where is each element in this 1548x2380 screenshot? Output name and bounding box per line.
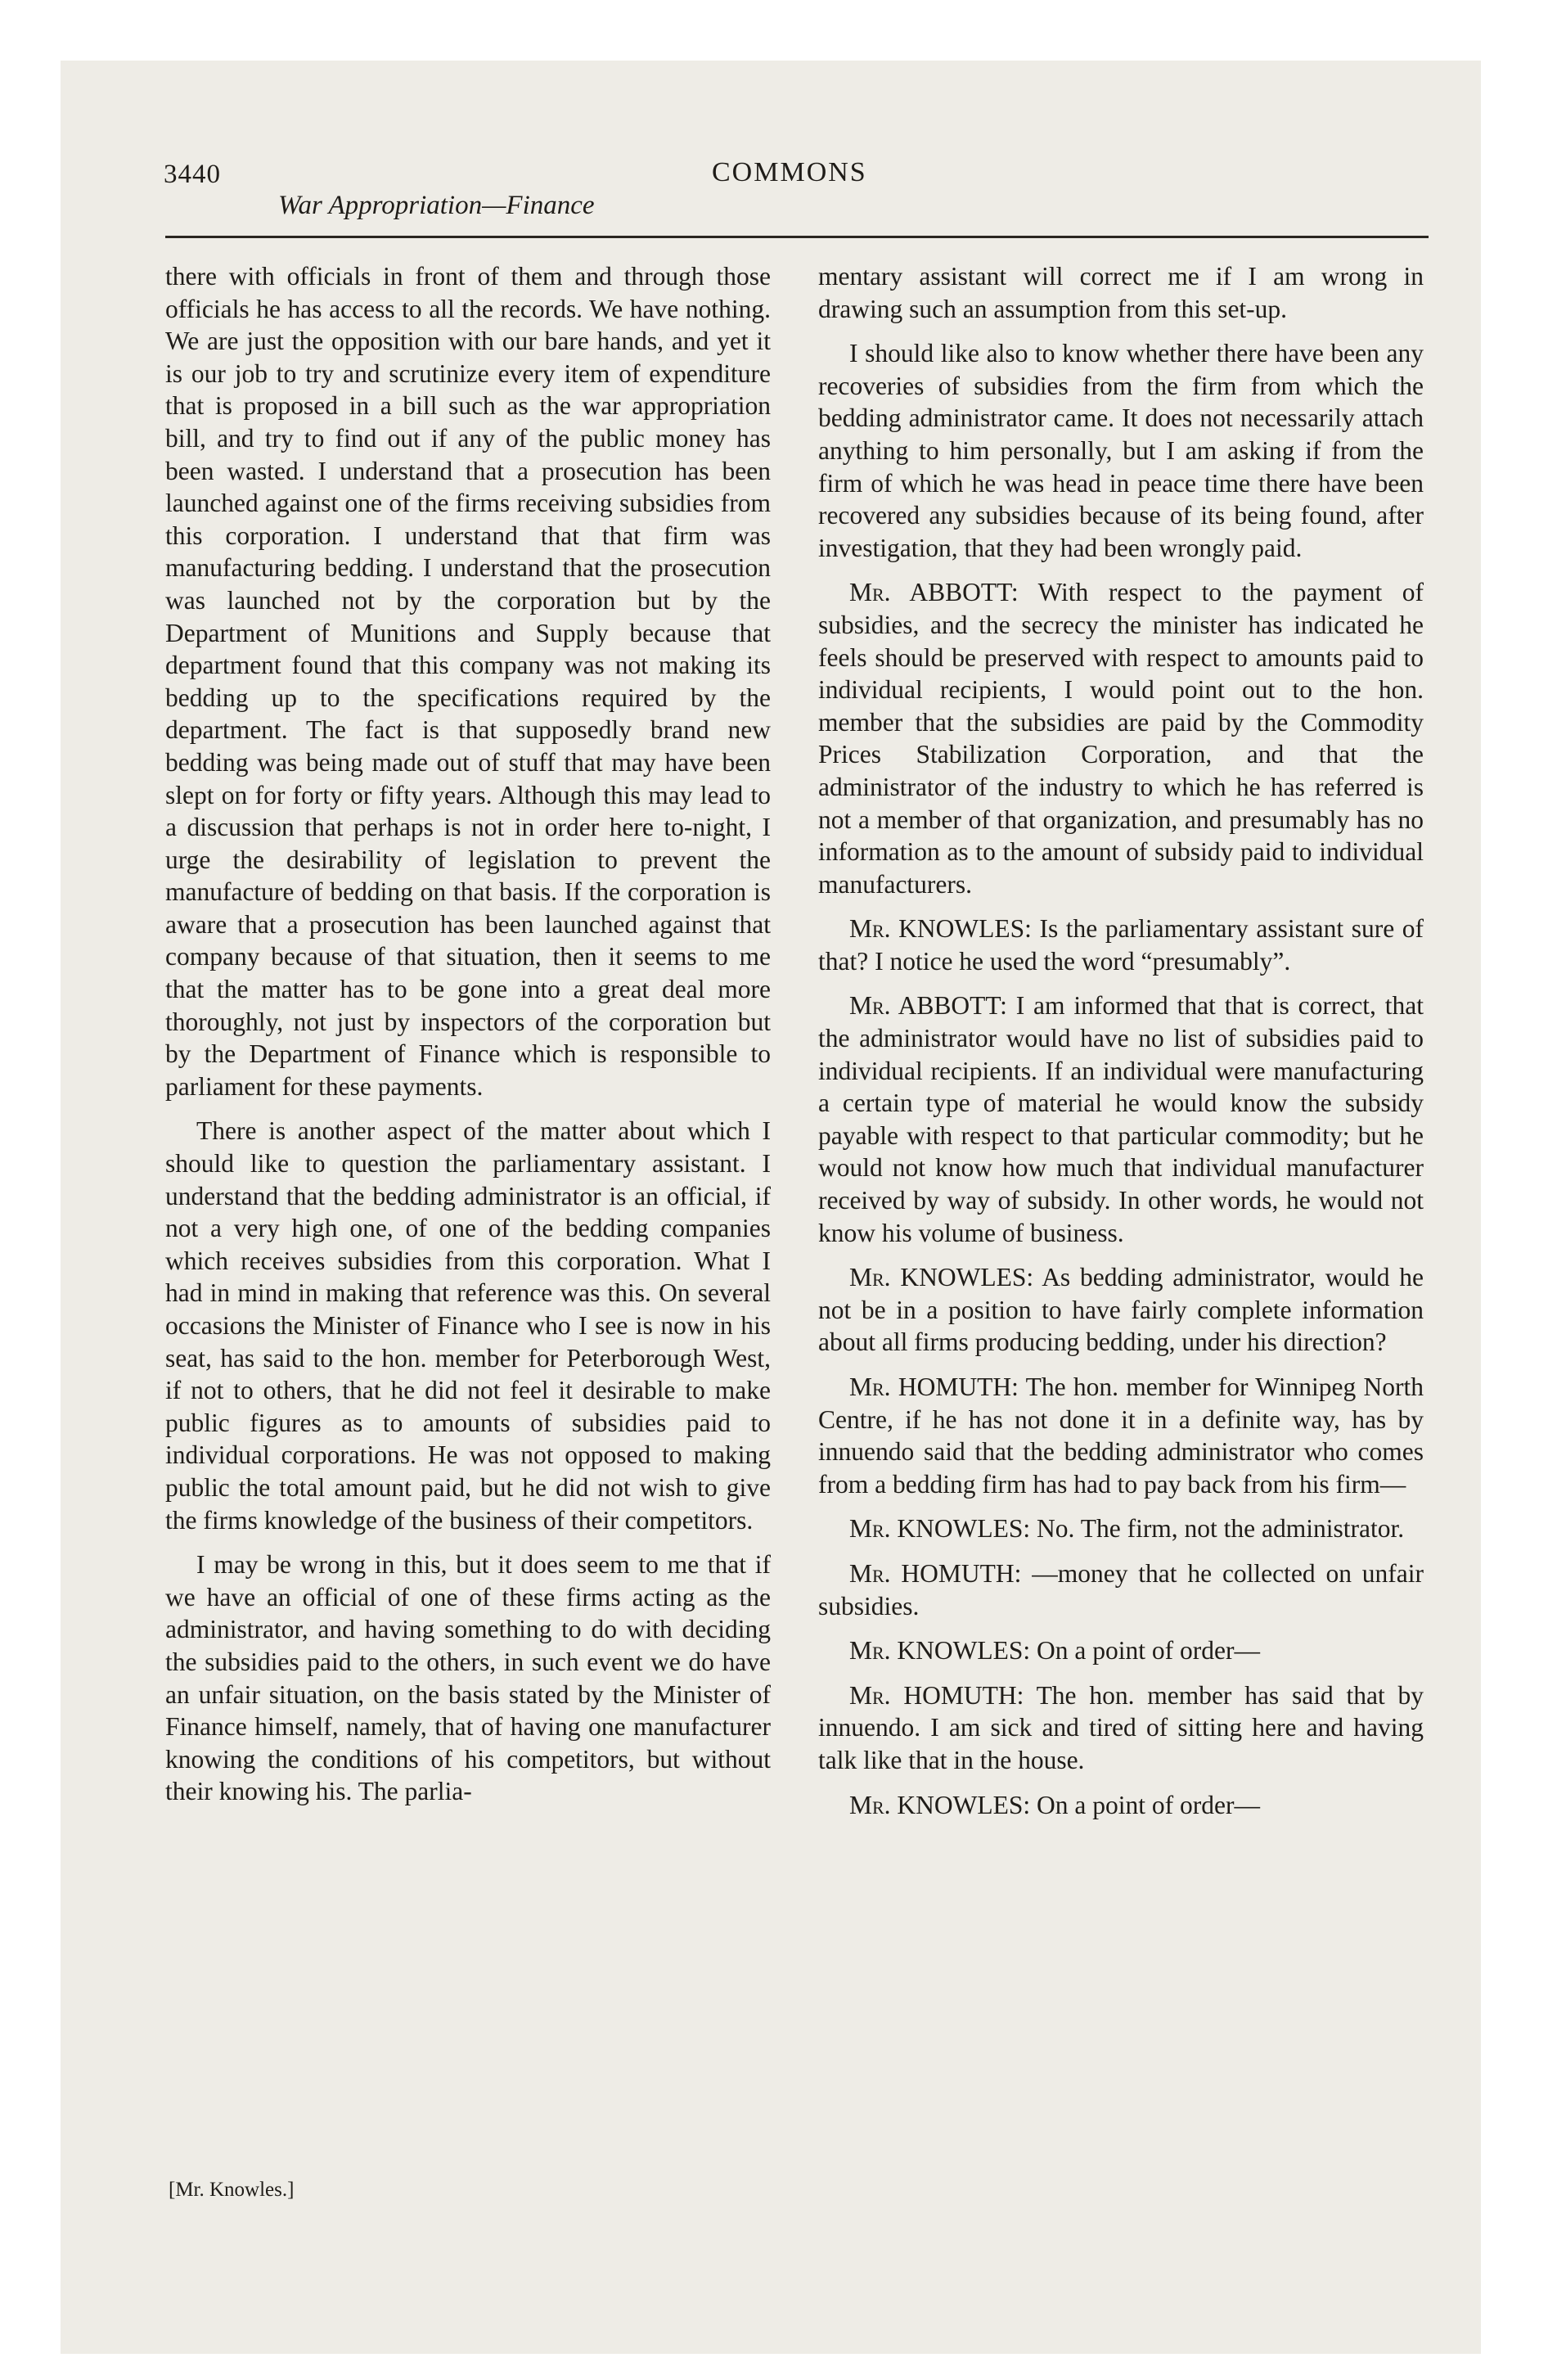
speaker-name: Mr. KNOWLES: [849,1263,1034,1292]
paragraph-text: mentary assistant will correct me if I am wrong in drawing such an assumption from this set-up. [818,262,1424,323]
paragraph [818,260,1424,325]
running-head: COMMONS [712,157,867,187]
paragraph-text: I should like also to know whether there have been any recoveries of subsidies from the firm from which the bedding administrator came. It does not necessarily attach anything to him personally, but I am asking if from the firm of which he was head in peace time there have been recovered any subsidies because of its being found, after investigation, that they had been wrongly paid. [818,339,1424,562]
speaker-name: Mr. ABBOTT: [849,991,1007,1021]
speech-text: On a point of order— [1037,1636,1260,1666]
speaker-name: Mr. KNOWLES: [849,1514,1031,1544]
speech-paragraph [818,989,1424,1249]
speech-paragraph [818,1261,1424,1359]
speech-paragraph [818,1789,1424,1822]
header-rule [165,236,1429,238]
paragraph: there with officials in front of them and through those officials he has access to all the records. We have nothing. We are just the opposition with our bare hands, and yet it is our job to try and scrutinize every item of expenditure that is proposed in a bill such as the war appropriation bill, and try to find out if any of the public money has been wasted. I understand that a prosecution has been launched against one of the firms receiving subsidies from this corporation. I understand that that firm was manufacturing bedding. I understand that the prosecution was launched not by the corporation but by the Department of Munitions and Supply because that department found that this company was not making its bedding up to the specifications required by the department. The fact is that supposedly brand new bedding was being made out of stuff that may have been slept on for forty or fifty years. Although this may lead to a discussion that perhaps is not in order here to-night, I urge the desirability of legislation to prevent the manufacture of bedding on that basis. If the corporation is aware that a prosecution has been launched against that company because of that situation, then it seems to me that the matter has to be gone into a great deal more thoroughly, not just by inspectors of the corporation but by the Department of Finance which is responsible to parliament for these payments. [165,262,771,1101]
right-column [818,260,1424,1833]
paragraph [818,337,1424,564]
speech-text: I am informed that that is correct, that the administrator would have no list of subsidies paid to individual recipients. If an individual were manufacturing a certain type of material he would know the subsidy payable with respect to that particular commodity; but he would not know how much that individual manufacturer received by way of subsidy. In other words, he would not know his volume of business. [818,991,1424,1247]
speech-text: The hon. member has said that by innuendo. I am sick and tired of sitting here and having talk like that in the house. [818,1680,1424,1774]
paragraph: I may be wrong in this, but it does seem to me that if we have an official of one of these firms acting as the administrator, and having something to do with deciding the subsidies paid to the others, in such event we do have an unfair situation, on the basis stated by the Minister of Finance himself, namely, that of having one manufacturer knowing the conditions of his competitors, but without their knowing his. The parlia- [165,1550,771,1806]
speaker-name: Mr. KNOWLES: [849,1636,1031,1666]
speaker-name: Mr. KNOWLES: [849,914,1032,944]
speaker-name: Mr. HOMUTH: [849,1680,1024,1710]
speech-paragraph [818,913,1424,977]
speech-text: With respect to the payment of subsidies, and the secrecy the minister has indicated he feels should be preserved with respect to amounts paid to individual recipients, I would point out to the hon. member that the subsidies are paid by the Commodity Prices Stabilization Corporation, and that the administrator of the industry to which he has referred is not a member of that organization, and presumably has no information as to the amount of subsidy paid to individual manufacturers. [818,578,1424,899]
speech-text: As bedding administrator, would he not be in a position to have fairly complete information about all firms producing bedding, under his direction? [818,1263,1424,1357]
section-title: War Appropriation—Finance [278,191,595,220]
speaker-name: Mr. HOMUTH: [849,1373,1019,1401]
speech-paragraph [818,1634,1424,1667]
speech-text: On a point of order— [1037,1790,1260,1819]
speaker-credit: [Mr. Knowles.] [169,2179,295,2201]
speaker-name: Mr. HOMUTH: [849,1558,1022,1588]
speaker-name: Mr. ABBOTT: [849,578,1019,607]
speech-paragraph [818,1679,1424,1777]
speech-text: No. The firm, not the administrator. [1037,1514,1405,1544]
speech-paragraph [818,1371,1424,1500]
speech-paragraph [818,1557,1424,1622]
left-column [165,260,771,1820]
speech-text: Is the parliamentary assistant sure of that? I notice he used the word “presumably”. [818,914,1424,976]
speech-text: —money that he collected on unfair subsidies. [818,1558,1424,1620]
speech-paragraph [818,576,1424,900]
paragraph: There is another aspect of the matter about which I should like to question the parliamentary assistant. I understand that the bedding administrator is an official, if not a very high one, of one of the bedding companies which receives subsidies from this corporation. What I had in mind in making that reference was this. On several occasions the Minister of Finance who I see is now in his seat, has said to the hon. member for Peterborough West, if not to others, that he did not feel it desirable to make public figures as to amounts of subsidies paid to individual corporations. He was not opposed to making public the total amount paid, but he did not wish to give the firms knowledge of the business of their competitors. [165,1116,771,1535]
speaker-name: Mr. KNOWLES: [849,1790,1031,1819]
speech-text: The hon. member for Winnipeg North Centre, if he has not done it in a definite way, has by innuendo said that the bedding administrator who comes from a bedding firm has had to pay back from his firm— [818,1373,1424,1499]
page-number: 3440 [164,160,221,189]
speech-paragraph [818,1512,1424,1545]
